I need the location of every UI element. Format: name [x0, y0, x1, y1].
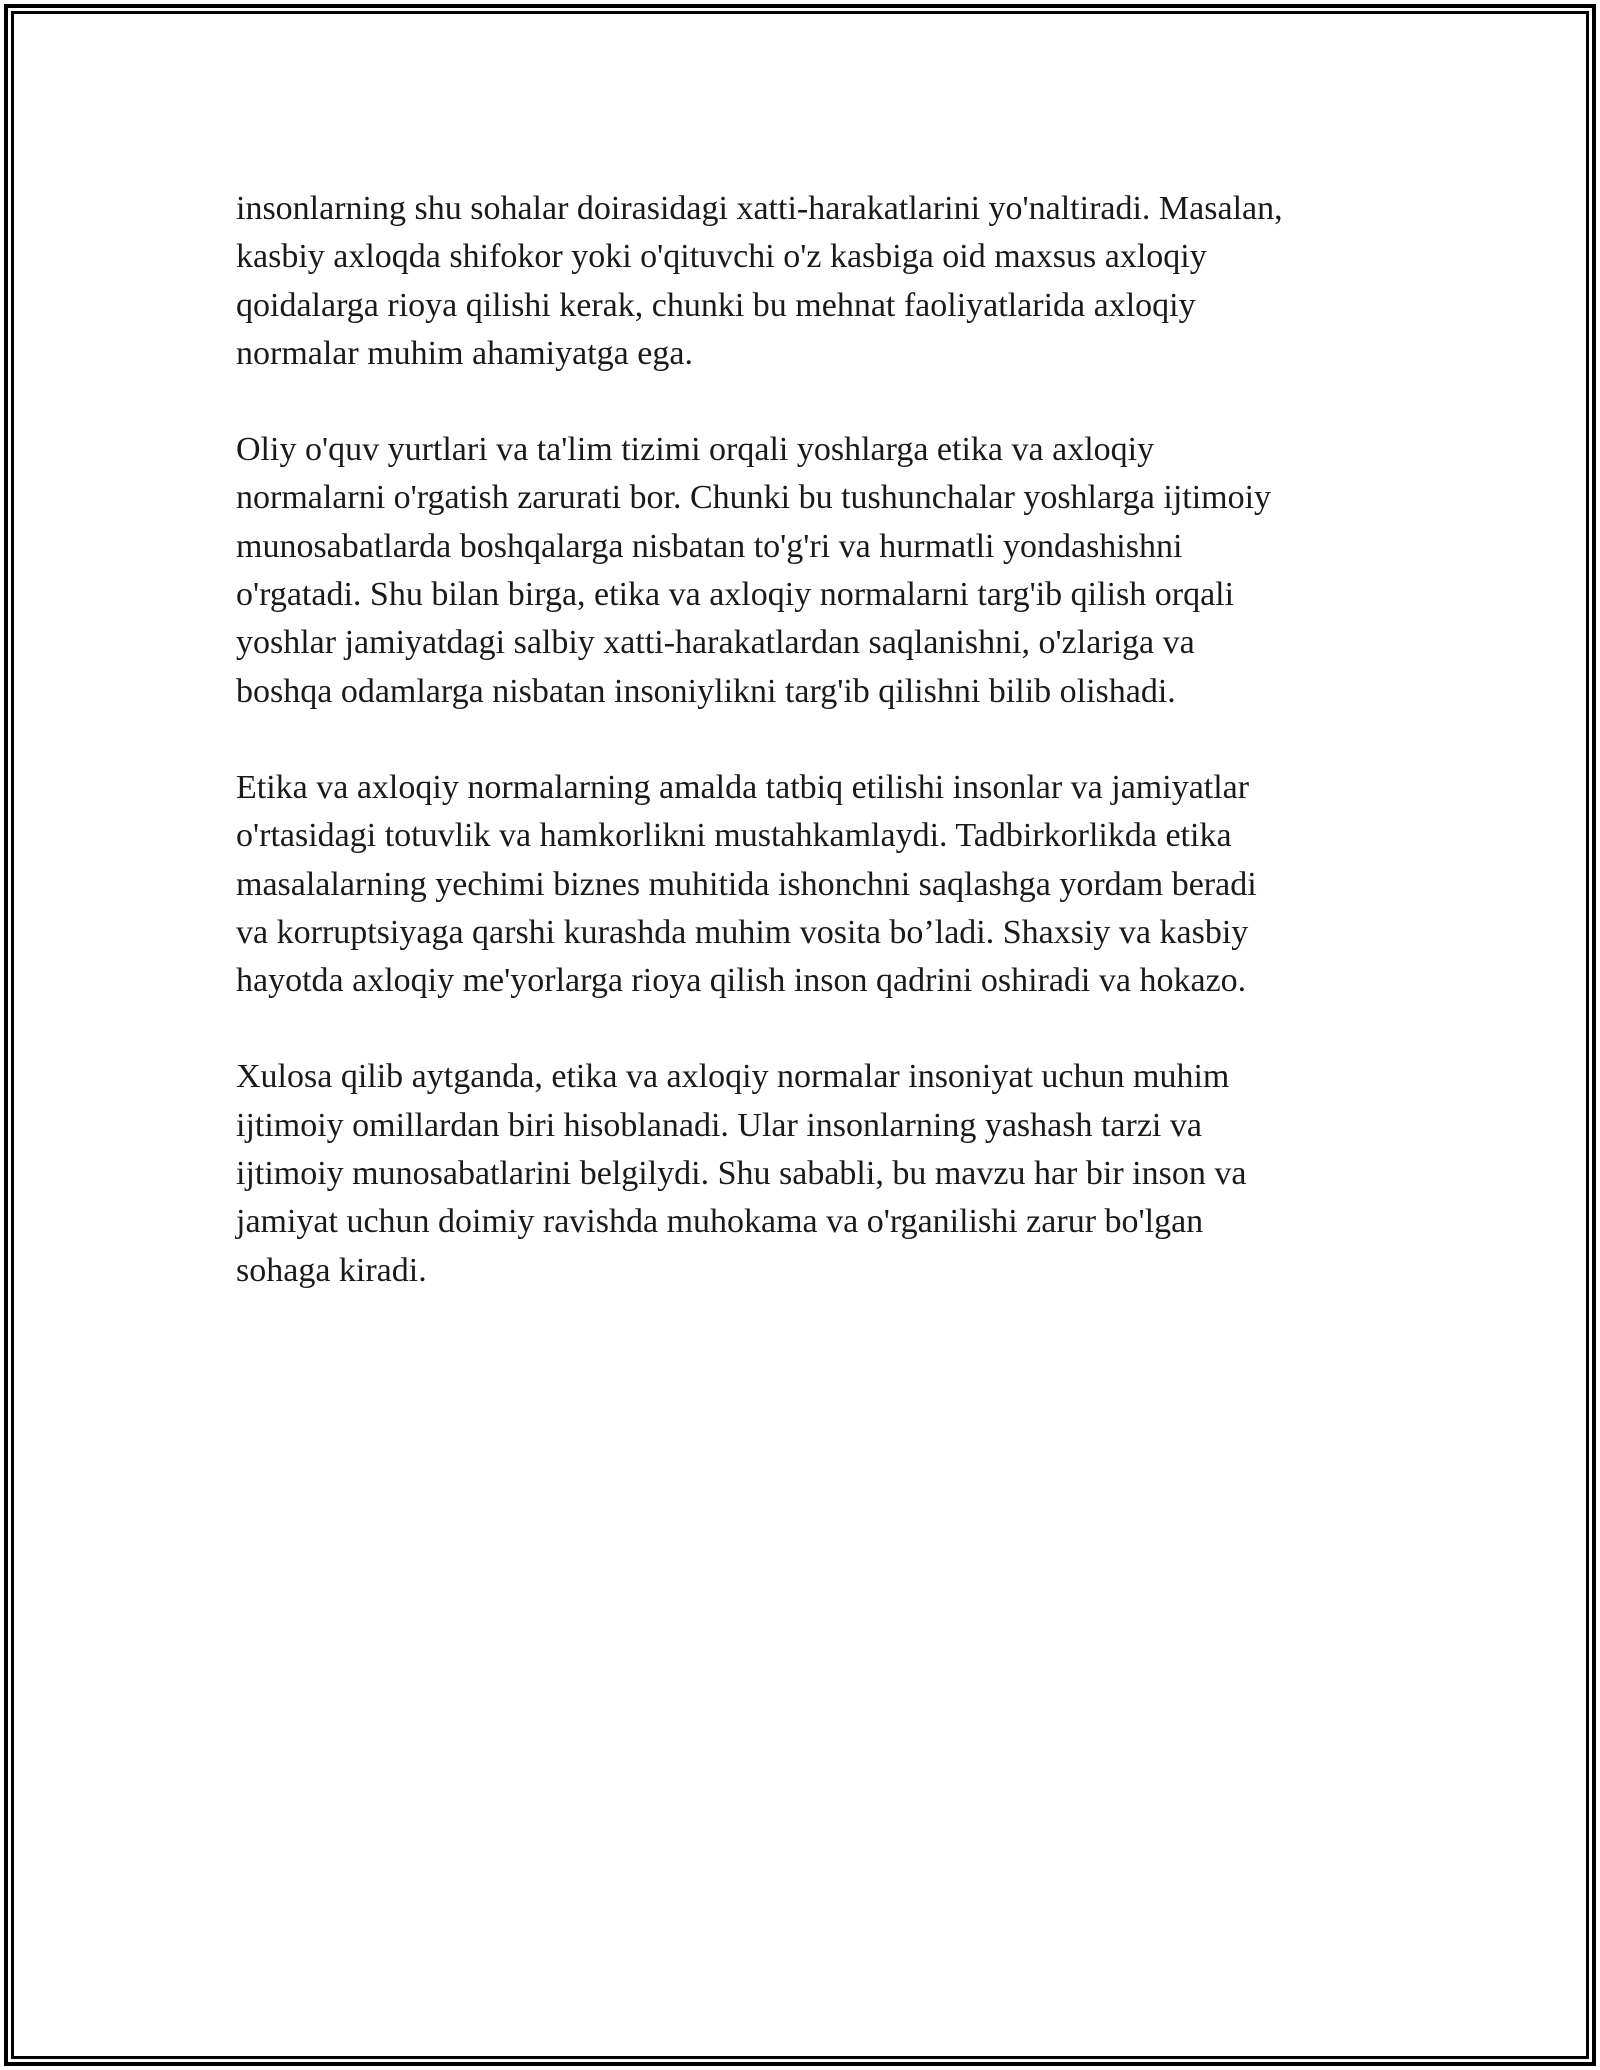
- paragraph-1: insonlarning shu sohalar doirasidagi xatti-harakatlarini yo'naltiradi. Masalan, kasbiy axloqda shifokor yoki o'qituvchi o'z kasbiga oid maxsus axloqiy qoidalarga rioya qilishi kerak, chunki bu mehnat faoliyatlarida axloqiy normalar muhim ahamiyatga ega.: [236, 190, 1283, 372]
- paragraph-3: Etika va axloqiy normalarning amalda tatbiq etilishi insonlar va jamiyatlar o'rtasidagi totuvlik va hamkorlikni mustahkamlaydi. Tadbirkorlikda etika masalalarning yechimi biznes muhitida ishonchni saqlashga yordam beradi va korruptsiyaga qarshi kurashda muhim vosita bo’ladi. Shaxsiy va kasbiy hayotda axloqiy me'yorlarga rioya qilish inson qadrini oshiradi va hokazo.: [236, 768, 1257, 1000]
- paragraph-4: Xulosa qilib aytganda, etika va axloqiy normalar insoniyat uchun muhim ijtimoiy omillardan biri hisoblanadi. Ular insonlarning yashash tarzi va ijtimoiy munosabatlarini belgilydi. Shu sababli, bu mavzu har bir inson va jamiyat uchun doimiy ravishda muhokama va o'rganilishi zarur bo'lgan sohaga kiradi.: [236, 1058, 1247, 1289]
- document-body: [236, 185, 1386, 1343]
- paragraph-2: Oliy o'quv yurtlari va ta'lim tizimi orqali yoshlarga etika va axloqiy normalarni o'rgatish zarurati bor. Chunki bu tushunchalar yoshlarga ijtimoiy munosabatlarda boshqalarga nisbatan to'g'ri va hurmatli yondashishni o'rgatadi. Shu bilan birga, etika va axloqiy normalarni targ'ib qilish orqali yoshlar jamiyatdagi salbiy xatti-harakatlardan saqlanishni, o'zlariga va boshqa odamlarga nisbatan insoniylikni targ'ib qilishni bilib olishadi.: [236, 431, 1272, 710]
